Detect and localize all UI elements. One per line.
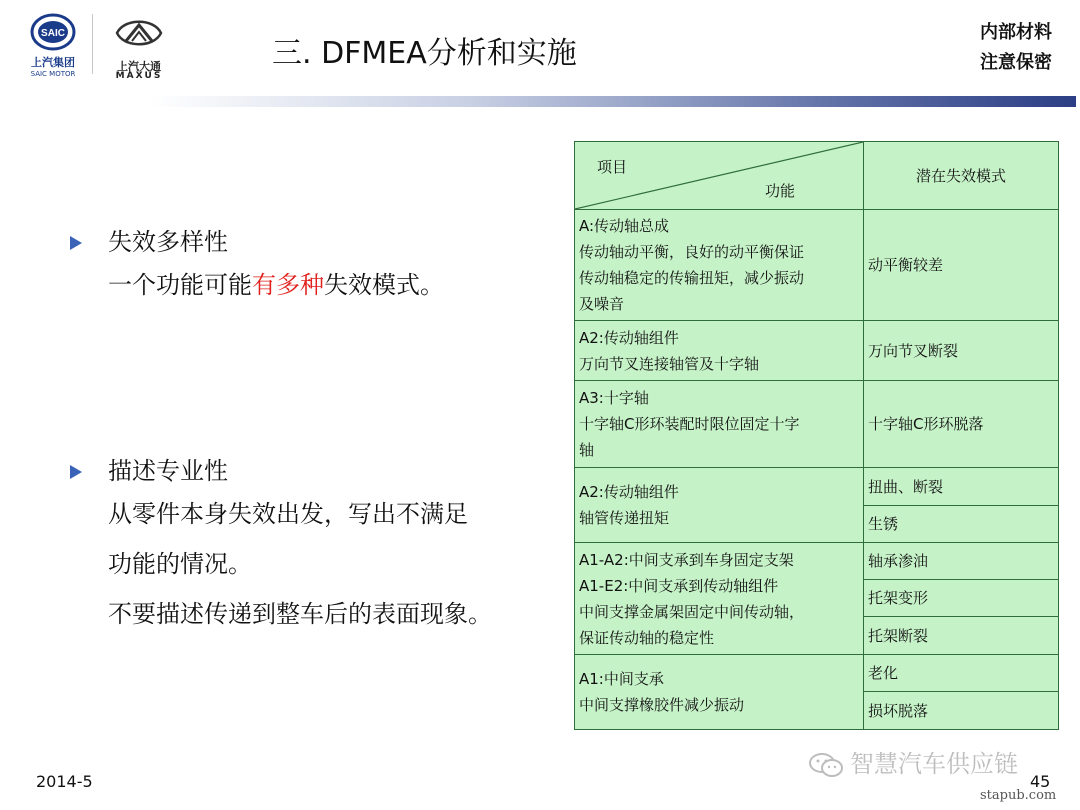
arrow-bullet-icon: [70, 465, 82, 479]
saic-logo-en: SAIC MOTOR: [30, 70, 76, 78]
failure-mode-cell: 老化: [864, 655, 1059, 692]
maxus-emblem-icon: [114, 14, 164, 52]
site-watermark: stapub.com: [980, 788, 1057, 803]
bullet-text-line: 不要描述传递到整车后的表面现象。: [108, 600, 492, 628]
confidential-label: [980, 18, 1052, 78]
failure-mode-cell: 万向节叉断裂: [864, 321, 1059, 381]
saic-logo: [18, 10, 88, 78]
header-failure-mode: 潜在失效模式: [864, 142, 1059, 210]
table-row: [575, 321, 1059, 381]
confidential-line-1: 内部材料: [980, 22, 1052, 43]
bullet-text-line: 一个功能可能有多种失效模式。: [108, 271, 444, 299]
bullet-text-line: 功能的情况。: [108, 550, 252, 578]
failure-mode-cell: 托架断裂: [864, 617, 1059, 655]
header-function-label: 功能: [765, 182, 796, 200]
footer-date: 2014-5: [36, 772, 93, 791]
bullet-description-professionalism: [70, 455, 492, 639]
maxus-logo-en: MAXUS: [115, 71, 163, 81]
highlight-text: 有多种: [252, 271, 324, 299]
watermark-text: 智慧汽车供应链: [850, 750, 1018, 778]
failure-mode-cell: 动平衡较差: [864, 210, 1059, 321]
table-row: [575, 655, 1059, 692]
wechat-icon: [808, 752, 844, 778]
table-header-diagonal-cell: [575, 142, 864, 210]
header-item-label: 项目: [597, 158, 628, 176]
table-row: [575, 210, 1059, 321]
failure-mode-cell: 托架变形: [864, 580, 1059, 617]
maxus-logo: [100, 10, 178, 81]
bullet-heading: 失效多样性: [108, 228, 228, 256]
slide-title: 三. DFMEA分析和实施: [272, 36, 577, 71]
failure-mode-cell: 十字轴C形环脱落: [864, 381, 1059, 468]
failure-mode-cell: 损坏脱落: [864, 692, 1059, 730]
table-row: [575, 543, 1059, 580]
function-cell: A1:中间支承 中间支撑橡胶件减少振动: [575, 655, 864, 730]
failure-mode-cell: 扭曲、断裂: [864, 468, 1059, 506]
failure-mode-cell: 轴承渗油: [864, 543, 1059, 580]
svg-text:SAIC: SAIC: [41, 28, 65, 39]
logo-divider: [92, 14, 93, 74]
function-cell: A1-A2:中间支承到车身固定支架 A1-E2:中间支承到传动轴组件 中间支撑金属架固定中间传动轴， 保证传动轴的稳定性: [575, 543, 864, 655]
table-header-row: [575, 142, 1059, 210]
arrow-bullet-icon: [70, 236, 82, 250]
watermark: [808, 744, 1018, 779]
page-number: 45: [1030, 772, 1051, 791]
saic-emblem-icon: [30, 12, 76, 52]
maxus-logo-cn: 上汽大通: [117, 60, 161, 73]
table-row: [575, 468, 1059, 506]
bullet-text-line: 从零件本身失效出发，写出不满足: [108, 500, 468, 528]
bullet-heading: 描述专业性: [108, 457, 228, 485]
function-cell: A2:传动轴组件 万向节叉连接轴管及十字轴: [575, 321, 864, 381]
saic-logo-cn: 上汽集团: [31, 56, 75, 69]
confidential-line-2: 注意保密: [980, 52, 1052, 73]
table-row: [575, 381, 1059, 468]
dfmea-table: [574, 141, 1059, 730]
function-cell: A2:传动轴组件 轴管传递扭矩: [575, 468, 864, 543]
function-cell: A3:十字轴 十字轴C形环装配时限位固定十字 轴: [575, 381, 864, 468]
failure-mode-cell: 生锈: [864, 506, 1059, 543]
function-cell: A:传动轴总成 传动轴动平衡，良好的动平衡保证 传动轴稳定的传输扭矩，减少振动 及噪音: [575, 210, 864, 321]
bullet-failure-diversity: [70, 226, 444, 310]
header-gradient-bar: [150, 96, 1076, 107]
